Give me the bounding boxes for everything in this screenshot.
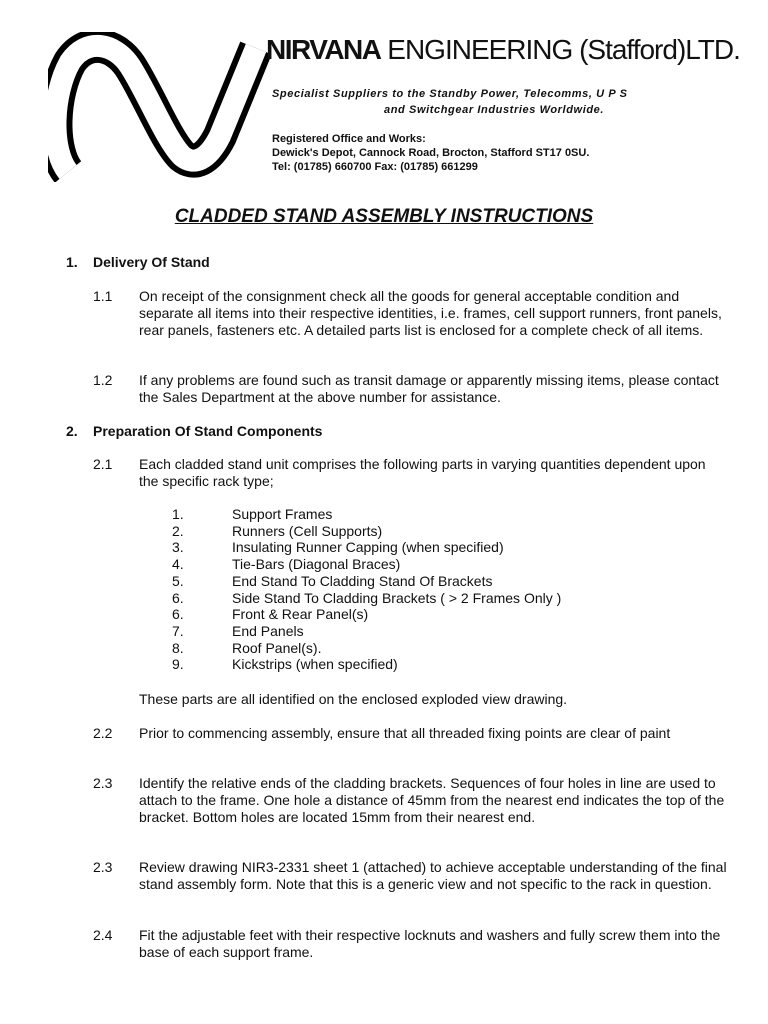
list-item-text: Runners (Cell Supports) (232, 522, 383, 539)
section-title: Delivery Of Stand (93, 254, 210, 270)
list-item-number: 1. (172, 506, 184, 522)
section-heading-2 (66, 423, 322, 439)
paragraph-number: 1.1 (93, 288, 113, 304)
paragraph-2-4 (93, 927, 733, 961)
list-item (172, 573, 561, 590)
paragraph-text: On receipt of the consignment check all the goods for general acceptable condition and separate all items into their respective identities, i.e. frames, cell support runners, front panels, rear panels, fasteners etc. A detailed parts list is enclosed for a complete check of all items. (139, 288, 722, 338)
paragraph-number: 2.3 (93, 859, 113, 875)
list-item-number: 4. (172, 556, 184, 573)
list-item (172, 590, 561, 607)
document-title: CLADDED STAND ASSEMBLY INSTRUCTIONS (174, 206, 594, 227)
list-item (172, 640, 561, 657)
company-address (272, 132, 589, 174)
paragraph-1-2 (93, 372, 733, 406)
list-item-number: 3. (172, 539, 184, 556)
paragraph-1-1 (93, 288, 733, 339)
company-tagline (272, 86, 692, 118)
paragraph-number: 2.4 (93, 927, 113, 943)
list-item-text: Kickstrips (when specified) (232, 656, 398, 673)
paragraph-2-3a (93, 775, 733, 826)
address-line-3: Tel: (01785) 660700 Fax: (01785) 661299 (272, 161, 478, 173)
paragraph-text: These parts are all identified on the enclosed exploded view drawing. (139, 691, 568, 707)
list-item-number: 9. (172, 656, 184, 673)
list-item-text: End Panels (232, 622, 304, 639)
paragraph-text: If any problems are found such as transit damage or apparently missing items, please contact the Sales Department at the above number for assistance. (139, 372, 719, 405)
paragraph-number: 2.1 (93, 456, 113, 472)
paragraph-text: Fit the adjustable feet with their respective locknuts and washers and fully screw them into the base of each support frame. (139, 927, 721, 960)
paragraph-number: 1.2 (93, 372, 113, 388)
list-item-text: Support Frames (232, 506, 333, 522)
list-item-text: Front & Rear Panel(s) (232, 606, 369, 623)
list-item (172, 539, 561, 556)
paragraph-number: 2.3 (93, 775, 113, 791)
list-item (172, 623, 561, 640)
list-item (172, 523, 561, 540)
company-logo-icon (48, 32, 270, 182)
company-name-rest: ENGINEERING (Stafford)LTD. (380, 34, 740, 65)
paragraph-2-1 (93, 456, 713, 490)
list-item (172, 556, 561, 573)
tagline-line-1: Specialist Suppliers to the Standby Power, Telecomms, U P S (272, 88, 628, 100)
paragraph-2-2 (93, 725, 703, 742)
paragraph-text: Each cladded stand unit comprises the following parts in varying quantities dependent upon the specific rack type; (139, 456, 706, 489)
section-number: 2. (66, 423, 78, 439)
paragraph-text: Review drawing NIR3-2331 sheet 1 (attached) to achieve acceptable understanding of the final stand assembly form. Note that this is a generic view and not specific to the rack in question. (139, 859, 727, 892)
list-item (172, 506, 561, 523)
list-item-number: 5. (172, 572, 184, 589)
tagline-line-2: and Switchgear Industries Worldwide. (384, 104, 605, 116)
list-item-number: 7. (172, 622, 184, 639)
company-name-bold: NIRVANA (266, 34, 381, 65)
parts-list (172, 506, 561, 673)
list-item-text: Side Stand To Cladding Brackets ( > 2 Frames Only ) (232, 589, 562, 606)
list-item (172, 656, 561, 673)
list-item-text: End Stand To Cladding Stand Of Brackets (232, 572, 493, 589)
section-heading-1 (66, 254, 210, 270)
section-title: Preparation Of Stand Components (93, 423, 323, 439)
address-line-1: Registered Office and Works: (272, 133, 426, 145)
paragraph-parts-note (93, 691, 733, 708)
list-item-number: 6. (172, 589, 184, 606)
list-item (172, 606, 561, 623)
list-item-text: Insulating Runner Capping (when specified) (232, 539, 504, 556)
section-number: 1. (66, 254, 78, 270)
paragraph-2-3b (93, 859, 733, 893)
company-name (266, 34, 740, 66)
paragraph-number: 2.2 (93, 725, 113, 741)
list-item-number: 6. (172, 606, 184, 623)
list-item-text: Tie-Bars (Diagonal Braces) (232, 556, 401, 573)
paragraph-text: Prior to commencing assembly, ensure that all threaded fixing points are clear of paint (139, 725, 671, 741)
address-line-2: Dewick's Depot, Cannock Road, Brocton, Stafford ST17 0SU. (272, 147, 590, 159)
paragraph-text: Identify the relative ends of the cladding brackets. Sequences of four holes in line are used to attach to the frame. One hole a distance of 45mm from the nearest end indicates the top of the bracket. Bottom holes are located 15mm from their nearest end. (139, 775, 725, 825)
list-item-text: Roof Panel(s). (232, 639, 322, 656)
list-item-number: 8. (172, 639, 184, 656)
list-item-number: 2. (172, 522, 184, 539)
